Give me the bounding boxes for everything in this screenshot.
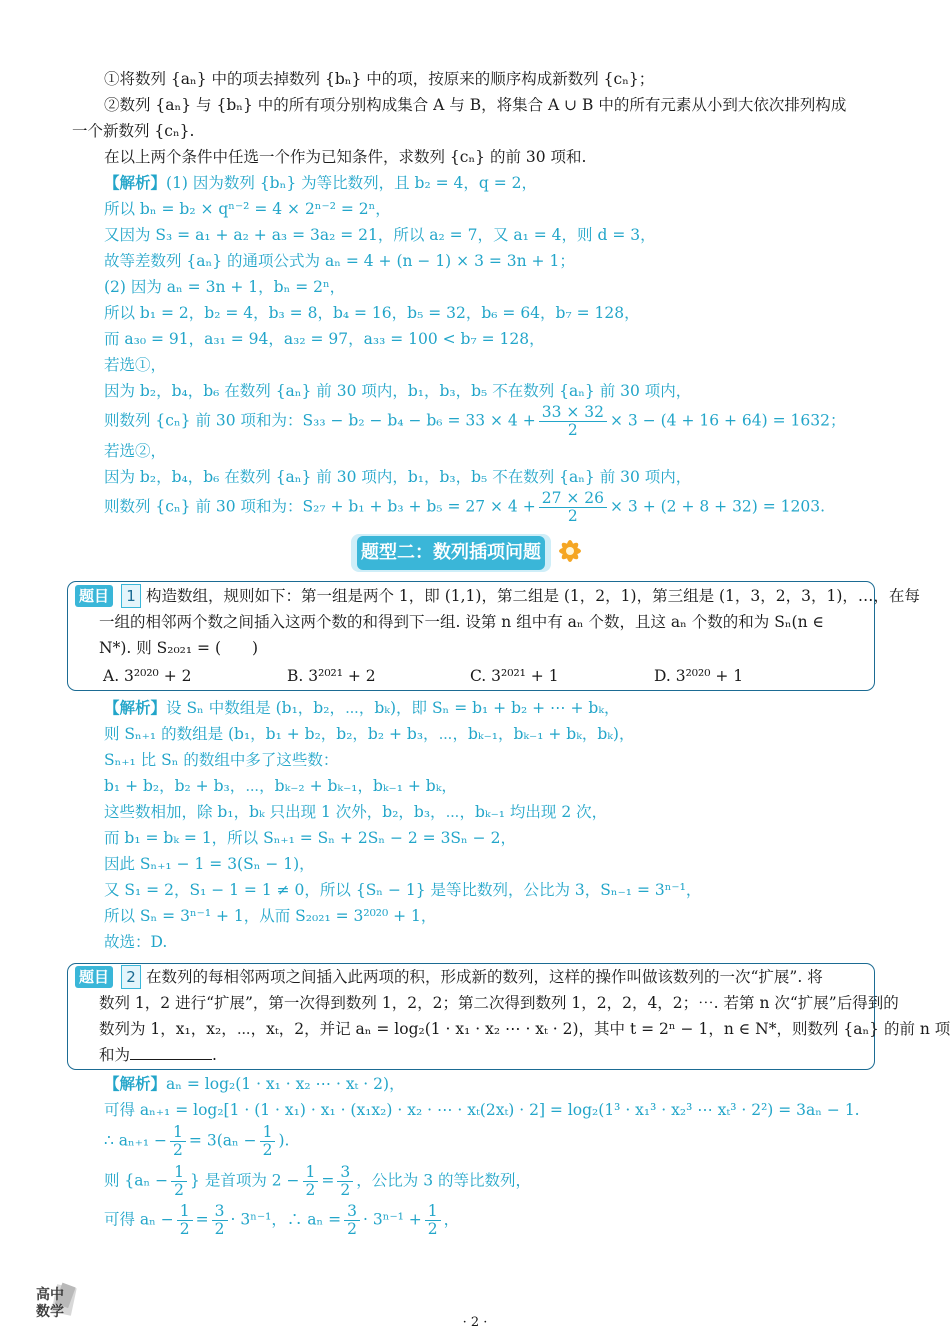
option-a[interactable]: A. 3²⁰²⁰ + 2 bbox=[103, 667, 192, 685]
solution-line: 又 S₁ = 2，S₁ − 1 = 1 ≠ 0，所以 {Sₙ − 1} 是等比数列，公比为 3，Sₙ₋₁ = 3ⁿ⁻¹， bbox=[104, 881, 702, 899]
solution-line: 故等差数列 {aₙ} 的通项公式为 aₙ = 4 + (n − 1) × 3 = 3n + 1； bbox=[104, 252, 575, 270]
fraction: $\frac{27 \times 26}{2}$ bbox=[539, 490, 607, 525]
solution-line: 所以 bₙ = b₂ × qⁿ⁻² = 4 × 2ⁿ⁻² = 2ⁿ， bbox=[104, 200, 391, 218]
page-number: · 2 · bbox=[462, 1315, 488, 1330]
fraction: $\frac{1}{2}$ bbox=[177, 1203, 193, 1238]
solution-line: 【解析】设 Sₙ 中数组是 (b₁，b₂，⋯，bₖ)，即 Sₙ = b₁ + b₂ + ⋯ + bₖ， bbox=[104, 698, 620, 717]
solution-tag: 【解析】 bbox=[104, 1074, 167, 1093]
question-text: 数列为 1，x₁，x₂，⋯，xₜ，2，并记 aₙ = log₂(1 · x₁ · x₂ ⋯ · xₜ · 2)，其中 t = 2ⁿ − 1，n ∈ N*，则数列 {aₙ} 的前 n 项 bbox=[99, 1020, 950, 1038]
question-text: 和为 . bbox=[99, 1046, 217, 1064]
solution-tag: 【解析】 bbox=[104, 698, 167, 717]
solution-tag: 【解析】 bbox=[104, 173, 167, 192]
solution-line: 故选：D. bbox=[104, 933, 168, 951]
condition-2: ②数列 {aₙ} 与 {bₙ} 中的所有项分别构成集合 A 与 B，将集合 A ∪ B 中的所有元素从小到大依次排列构成 bbox=[104, 96, 847, 114]
solution-line: 所以 b₁ = 2，b₂ = 4，b₃ = 8，b₄ = 16，b₅ = 32，b₆ = 64，b₇ = 128， bbox=[104, 304, 640, 322]
question-text: 数列 1，2 进行“扩展”，第一次得到数列 1，2，2；第二次得到数列 1，2，2，4，2；⋯. 若第 n 次“扩展”后得到的 bbox=[99, 994, 899, 1012]
solution-line: 【解析】aₙ = log₂(1 · x₁ · x₂ ⋯ · xₜ · 2)， bbox=[104, 1074, 405, 1093]
solution-line: 因为 b₂，b₄，b₆ 在数列 {aₙ} 前 30 项内，b₁，b₃，b₅ 不在数列 {aₙ} 前 30 项内， bbox=[104, 382, 692, 400]
option-b[interactable]: B. 3²⁰²¹ + 2 bbox=[287, 667, 376, 685]
solution-line: 则数列 {cₙ} 前 30 项和为：S₃₃ − b₂ − b₄ − b₆ = 33 × 4 + $\frac{33 \times 32}{2}$ × 3 − (4 + 16 + 64) = 1632； bbox=[104, 403, 846, 439]
condition-1: ①将数列 {aₙ} 中的项去掉数列 {bₙ} 中的项，按原来的顺序构成新数列 {cₙ}； bbox=[104, 70, 655, 88]
solution-line: 这些数相加，除 b₁，bₖ 只出现 1 次外，b₂，b₃，⋯，bₖ₋₁ 均出现 2 次， bbox=[104, 803, 608, 821]
fraction: $\frac{33 \times 32}{2}$ bbox=[539, 404, 607, 439]
solution-line: 可得 aₙ₊₁ = log₂[1 · (1 · x₁) · x₁ · (x₁x₂) · x₂ · ⋯ · xₜ(2xₜ) · 2] = log₂(1³ · x₁³ · x₂³ ⋯ xₜ³ · 2²) = 3aₙ − 1. bbox=[104, 1101, 860, 1119]
solution-line: 因为 b₂，b₄，b₆ 在数列 {aₙ} 前 30 项内，b₁，b₃，b₅ 不在数列 {aₙ} 前 30 项内， bbox=[104, 468, 692, 486]
fraction: $\frac{1}{2}$ bbox=[425, 1203, 441, 1238]
solution-line: b₁ + b₂，b₂ + b₃，⋯，bₖ₋₂ + bₖ₋₁，bₖ₋₁ + bₖ， bbox=[104, 777, 457, 795]
solution-line: 而 a₃₀ = 91，a₃₁ = 94，a₃₂ = 97，a₃₃ = 100 < b₇ = 128， bbox=[104, 330, 545, 348]
question-label: 题目 bbox=[75, 966, 113, 988]
question-number: 1 bbox=[121, 584, 141, 608]
fraction: $\frac{3}{2}$ bbox=[337, 1164, 353, 1199]
question-label: 题目 bbox=[75, 585, 113, 607]
option-c[interactable]: C. 3²⁰²¹ + 1 bbox=[470, 667, 559, 685]
solution-line: 则 {aₙ − $\frac{1}{2}$ } 是首项为 2 − $\frac{1}{2}$ = $\frac{3}{2}$ ，公比为 3 的等比数列， bbox=[104, 1163, 531, 1199]
solution-line: ∴ aₙ₊₁ − $\frac{1}{2}$ = 3(aₙ − $\frac{1}{2}$ ). bbox=[104, 1123, 290, 1159]
answer-blank[interactable] bbox=[130, 1045, 212, 1060]
fraction: $\frac{1}{2}$ bbox=[171, 1164, 187, 1199]
solution-line: 又因为 S₃ = a₁ + a₂ + a₃ = 3a₂ = 21，所以 a₂ = 7，又 a₁ = 4，则 d = 3， bbox=[104, 226, 656, 244]
fraction: $\frac{3}{2}$ bbox=[344, 1203, 360, 1238]
section-title: 题型二：数列插项问题 bbox=[357, 536, 545, 570]
fraction: $\frac{1}{2}$ bbox=[170, 1124, 186, 1159]
solution-line: Sₙ₊₁ 比 Sₙ 的数组中多了这些数： bbox=[104, 751, 339, 769]
solution-line: 则数列 {cₙ} 前 30 项和为：S₂₇ + b₁ + b₃ + b₅ = 27 × 4 + $\frac{27 \times 26}{2}$ × 3 + (2 + 8 + 32) = 1203. bbox=[104, 489, 826, 525]
condition-2-cont: 一个新数列 {cₙ}. bbox=[72, 122, 195, 140]
question-text: N*). 则 S₂₀₂₁ = ( ) bbox=[99, 639, 259, 657]
solution-line: 可得 aₙ − $\frac{1}{2}$ = $\frac{3}{2}$ · 3ⁿ⁻¹，∴ aₙ = $\frac{3}{2}$ · 3ⁿ⁻¹ + $\frac{1}{2}$ ， bbox=[104, 1202, 460, 1238]
solution-line: 而 b₁ = bₖ = 1，所以 Sₙ₊₁ = Sₙ + 2Sₙ − 2 = 3Sₙ − 2， bbox=[104, 829, 516, 847]
fraction: $\frac{3}{2}$ bbox=[212, 1203, 228, 1238]
solution-line: 所以 Sₙ = 3ⁿ⁻¹ + 1，从而 S₂₀₂₁ = 3²⁰²⁰ + 1， bbox=[104, 907, 437, 925]
solution-line: 【解析】(1) 因为数列 {bₙ} 为等比数列，且 b₂ = 4，q = 2， bbox=[104, 173, 537, 192]
solution-line: 因此 Sₙ₊₁ − 1 = 3(Sₙ − 1)， bbox=[104, 855, 315, 873]
solution-line: 则 Sₙ₊₁ 的数组是 (b₁，b₁ + b₂，b₂，b₂ + b₃，⋯，bₖ₋₁，bₖ₋₁ + bₖ，bₖ)， bbox=[104, 725, 635, 743]
solution-line: 若选①， bbox=[104, 356, 167, 374]
question-text: 在数列的每相邻两项之间插入此两项的积，形成新的数列，这样的操作叫做该数列的一次“扩展”. 将 bbox=[146, 968, 823, 986]
question-number: 2 bbox=[121, 965, 141, 989]
option-d[interactable]: D. 3²⁰²⁰ + 1 bbox=[654, 667, 744, 685]
solution-line: 若选②， bbox=[104, 442, 167, 460]
logo-text-top: 高中数学 bbox=[36, 1287, 64, 1320]
solution-line: (2) 因为 aₙ = 3n + 1，bₙ = 2ⁿ， bbox=[104, 278, 346, 296]
flower-icon bbox=[553, 534, 587, 568]
fraction: $\frac{1}{2}$ bbox=[303, 1164, 319, 1199]
fraction: $\frac{1}{2}$ bbox=[260, 1124, 276, 1159]
question-text: 构造数组，规则如下：第一组是两个 1，即 (1,1)，第二组是 (1，2，1)，第三组是 (1，3，2，3，1)，…，在每 bbox=[146, 587, 920, 605]
question-text: 一组的相邻两个数之间插入这两个数的和得到下一组. 设第 n 组中有 aₙ 个数，且这 aₙ 个数的和为 Sₙ(n ∈ bbox=[99, 613, 824, 631]
task-text: 在以上两个条件中任选一个作为已知条件，求数列 {cₙ} 的前 30 项和. bbox=[104, 148, 587, 166]
